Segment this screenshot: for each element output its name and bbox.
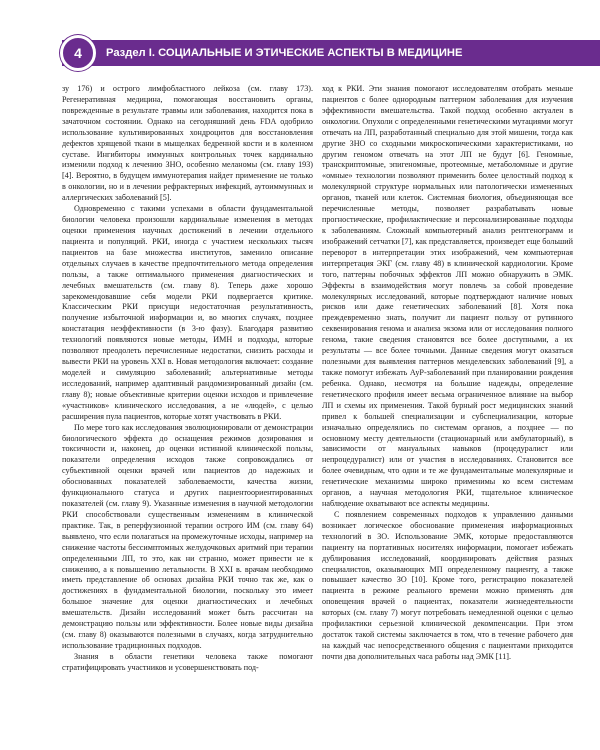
paragraph: С появлением современных подходов к управлению данными возникает логическое обоснование применения информационных технологий в ЗО. Использование ЭМК, которые предоставляются пациенту на портативных носителях информации, помогает избежать дублирования исследований, координировать действия разных специалистов, оказывающих МП определенному пациенту, а также повышает качество ЗО [10]. Кроме того, регистрацию показателей пациента в режиме реального времени можно применять для оповещения врачей о пациентах, показатели жизнедеятельности которых (см. главу 7) могут потребовать немедленной оценки с целью профилактики серьезной клинической декомпенсации. При этом достаток такой системы заключается в том, что в течение рабочего дня на каждый час непосредственного общения с пациентами приходится почти два дополнительных часа работы над ЭМК [11].: [322, 509, 573, 661]
paragraph: Знания в области генетики человека также помогают стратифицировать участников и усовершенствовать под-: [62, 651, 313, 672]
paragraph: По мере того как исследования эволюционировали от демонстрации биологического эффекта до оснащения режимов дозирования и токсичности и, наконец, до оценки истинной клинической пользы, показатели определения исходов также сопровождались от субъективной оценки врачей или пациентов до надежных и обоснованных показателей заболеваемости, качества жизни, функционального статуса и других пациентоориентированных показателей (см. главу 9). Указанные изменения в научной методологии РКИ способствовали существенным изменениям в клинической практике. Так, в реперфузионной терапии острого ИМ (см. главу 64) выявлено, что если полагаться на промежуточные исходы, например на снижение частоты бессимптомных желудочковых аритмий при терапии определенными ЛП, то это, как ни странно, может привести не к снижению, а к повышению летальности. В XXI в. врачам необходимо иметь представление об основах дизайна РКИ точно так же, как о достижениях в фундаментальной биологии, поскольку это имеет большое значение для оценки диагностических и лечебных вмешательств. Дизайн исследований может быть рассчитан на демонстрацию пользы или эффективности. Более новые виды дизайна (см. главу 8) оказываются полезными в случаях, когда затруднительно использование традиционных подходов.: [62, 422, 313, 651]
paragraph: зу 176) и острого лимфобластного лейкоза (см. главу 173). Регенеративная медицина, помогающая восстановить органы, поврежденные в результате травмы или заболевания, находится пока в зачаточном состоянии. Однако на сегодняшний день FDA одобрило использование культивированных хондроцитов для восстановления дефектов хрящевой ткани в мыщелках бедренной кости и в коленном суставе. Ингибиторы иммунных контрольных точек кардинально изменили подход к лечению ЗНО, особенно меланомы (см. главу 193) [4]. Вероятно, в будущем иммунотерапия найдет применение не только в онкологии, но и в лечении рефрактерных инфекций, аутоиммунных и аллергических заболеваний [5].: [62, 84, 313, 203]
paragraph: ход к РКИ. Эти знания помогают исследователям отобрать меньше пациентов с более однородным паттерном заболевания для изучения эффективности вмешательства. Такой подход особенно актуален в онкологии. Опухоли с определенными генетическими мутациями могут отвечать на ЛП, разработанный специально для этой мишени, тогда как другие ЗНО со сходными микроскопическими характеристиками, но другим геномом отвечать на этот ЛП не будут [6]. Геномные, транскриптомные, эпигеномные, протеомные, метаболомные и другие «омные» технологии позволяют применить более целостный подход к молекулярной структуре нормальных или патологически измененных органов, тканей или клеток. Системная биология, объединяющая все перечисленные методы, позволяет разрабатывать новые прогностические, профилактические и персонализированные подходы к заболеваниям. Сложный компьютерный анализ рентгенограмм и изображений сетчатки [7], как представляется, произведет еще больший переворот в интерпретации этих изображений, чем компьютерная интерпретация ЭКГ (см. главу 48) в клинической кардиологии. Кроме того, паттерны побочных эффектов ЛП можно обнаружить в ЭМК. Эффекты в взаимодействия могут повлечь за собой проведение молекулярных исследований, которые подтверждают наличие новых рисков или даже генетических заболеваний [8]. Хотя пока преждевременно знать, получит ли пациент пользу от рутинного секвенирования генома и анализа экзома или от исследования полного генома, такие сведения становятся все более доступными, а их результаты — все более точными. Данные сведения могут оказаться полезными для выявления паттернов менделевских заболеваний [9], а также помогут избежать АуР-заболеваний при планировании рождения ребенка. Однако, несмотря на большие надежды, определение генетического профиля имеет весьма ограниченное влияние на выбор ЛП и схемы их применения. Такой бурный рост медицинских знаний привел к большей специализации и субспециализации, которые изначально определялись по системам органов, а позднее — по основному месту деятельности (стационарный или амбулаторный), в зависимости от мануальных навыков (процедуралист или непроцедуралист) или от участия в исследованиях. Становится все более очевидным, что одни и те же фундаментальные молекулярные и генетические механизмы широко применимы ко всем системам органов, а научная методология РКИ, тщательное клиническое наблюдение охватывают все аспекты медицины.: [322, 84, 573, 509]
paragraph: Одновременно с такими успехами в области фундаментальной биологии человека произошли кардинальные изменения в методах оценки применения научных достижений в лечении отдельного пациента и популяций. РКИ, иногда с участием нескольких тысяч пациентов на базе множества институтов, заменило описание отдельных случаев в качестве предпочтительного метода определения пользы, а также оптимального применения диагностических и лечебных вмешательств (см. главу 8). Теперь даже хорошо зарекомендовавшие себя модели РКИ подвергается критике. Классическим РКИ присущи недостаточная результативность, получение избыточной информации и, во многих случаях, позднее констатация неэффективности (в 3-ю фазу). Благодаря развитию технологий появляются новые методы, ИМН и подходы, которые позволяют преодолеть перечисленные недостатки, снизить расходы и вывести РКИ на уровень XXI в. Новая методология включает: создание моделей и симуляцию заболеваний; альтернативные методы исследований, например адаптивный рандомизированный дизайн (см. главу 8); новые объективные критерии оценки исходов и привлечение «участников» клинического исследования, а не «людей», с целью расширения пула пациентов, которые хотят участвовать в РКИ.: [62, 204, 313, 421]
right-text-column: [322, 84, 573, 663]
left-text-column: [62, 84, 313, 674]
section-title: Раздел I. СОЦИАЛЬНЫЕ И ЭТИЧЕСКИЕ АСПЕКТЫ В МЕДИЦИНЕ: [106, 47, 463, 59]
page-number: 4: [60, 35, 96, 71]
